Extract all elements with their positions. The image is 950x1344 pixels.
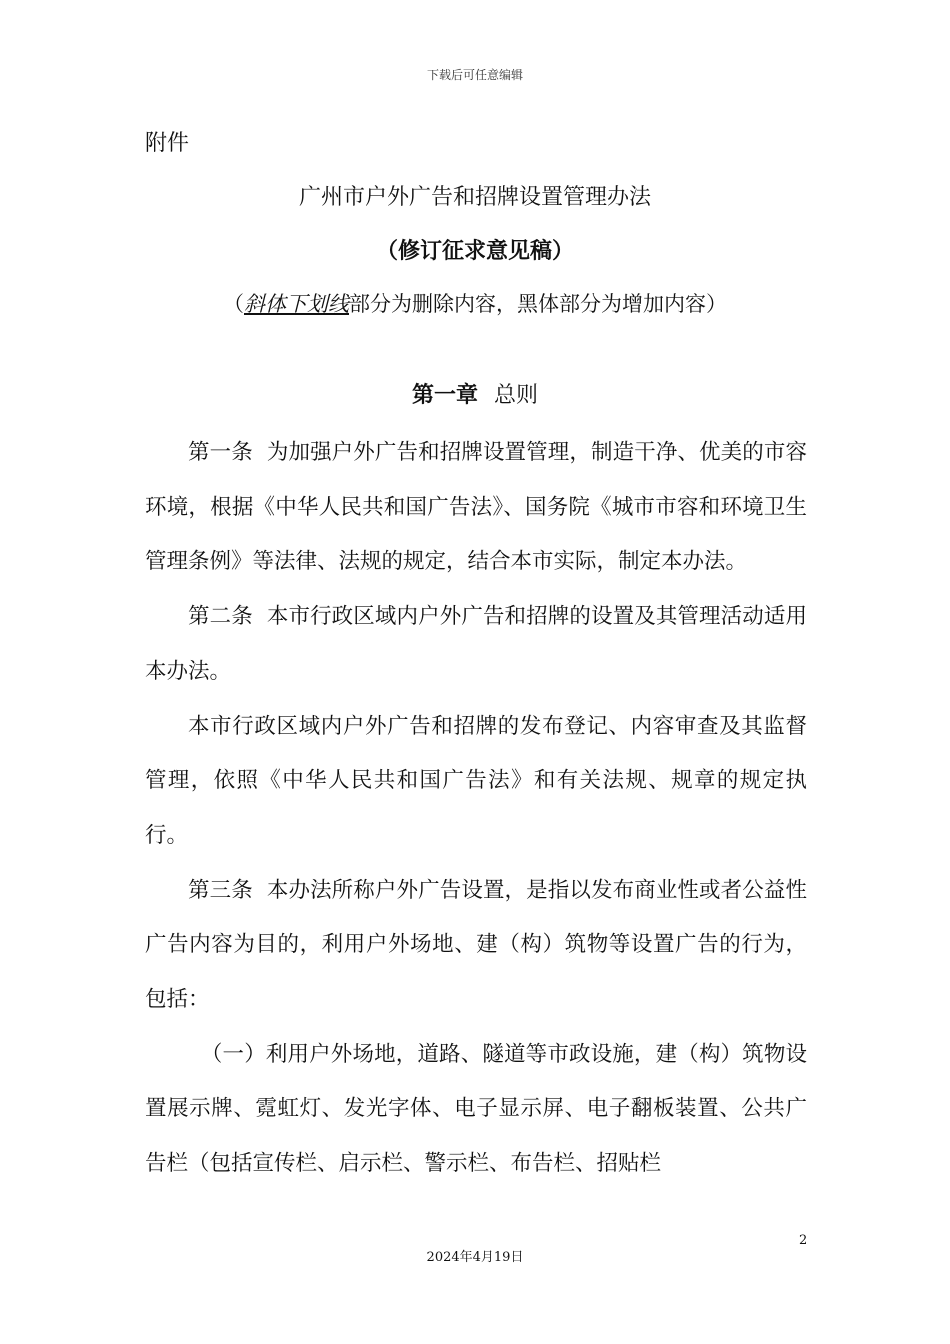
revision-note-open: （ bbox=[223, 292, 244, 316]
article-label: 第一条 bbox=[188, 440, 253, 465]
attachment-label: 附件 bbox=[145, 131, 190, 156]
chapter-heading bbox=[0, 378, 950, 409]
article-paragraph bbox=[145, 590, 807, 699]
revision-note-italic: 斜体下划线 bbox=[244, 292, 349, 316]
article-text: 为加强户外广告和招牌设置管理，制造干净、优美的市容环境，根据《中华人民共和国广告法》、国务院《城市市容和环境卫生管理条例》等法律、法规的规定，结合本市实际，制定本办法。 bbox=[145, 440, 807, 575]
article-text: 本办法所称户外广告设置，是指以发布商业性或者公益性广告内容为目的，利用户外场地、建（构）筑物等设置广告的行为，包括： bbox=[145, 877, 807, 1013]
revision-note bbox=[0, 288, 950, 318]
revision-note-rest: 部分为删除内容，黑体部分为增加内容） bbox=[349, 292, 727, 316]
document-title: 广州市户外广告和招牌设置管理办法 bbox=[298, 185, 651, 210]
article-paragraph bbox=[145, 426, 807, 590]
article-text: （一）利用户外场地，道路、隧道等市政设施，建（构）筑物设置展示牌、霓虹灯、发光字体、电子显示屏、电子翻板装置、公共广告栏（包括宣传栏、启示栏、警示栏、布告栏、招贴栏 bbox=[145, 1041, 807, 1177]
article-label: 第三条 bbox=[188, 877, 253, 903]
document-subtitle: （修订征求意见稿） bbox=[375, 239, 574, 264]
document-body bbox=[145, 426, 807, 1192]
article-item bbox=[145, 1028, 807, 1192]
article-paragraph bbox=[145, 700, 807, 864]
article-text: 本市行政区域内户外广告和招牌的发布登记、内容审查及其监督管理，依照《中华人民共和国广告法》和有关法规、规章的规定执行。 bbox=[145, 713, 807, 848]
header-note: 下载后可任意编辑 bbox=[426, 68, 523, 82]
article-label: 第二条 bbox=[188, 604, 253, 630]
article-text: 本市行政区域内户外广告和招牌的设置及其管理活动适用本办法。 bbox=[145, 604, 807, 684]
chapter-name: 总则 bbox=[494, 383, 539, 408]
chapter-number: 第一章 bbox=[411, 383, 478, 408]
footer-date: 2024年4月19日 bbox=[426, 1250, 524, 1265]
article-paragraph bbox=[145, 864, 807, 1028]
page-number: 2 bbox=[799, 1233, 808, 1248]
